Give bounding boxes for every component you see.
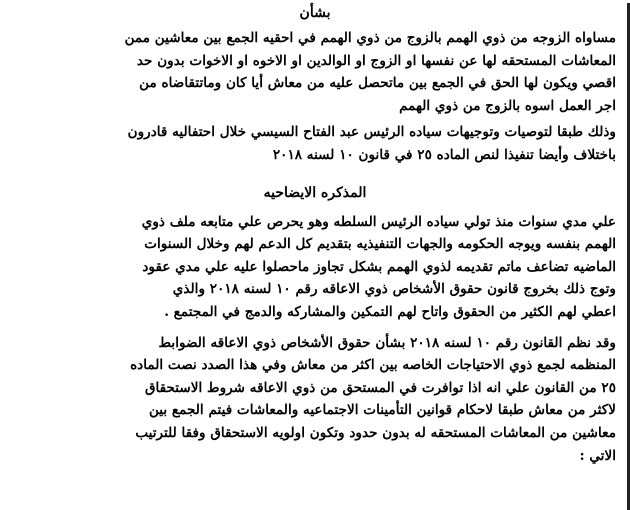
- text-line: اجر العمل اسوه بالزوج من ذوي الهمم: [399, 97, 616, 114]
- memo-heading: المذكره الايضاحيه: [263, 184, 367, 201]
- text-line: وقد نظم القانون رقم ١٠ لسنه ٢٠١٨ بشأن حقوق الأشخاص ذوي الاعاقه الضوابط: [158, 334, 616, 351]
- text-line: لاكثر من معاش طبقا لاحكام قوانين التأمينات الاجتماعيه والمعاشات فيتم الجمع بين: [148, 402, 616, 419]
- text-line: اعطي لهم الكثير من الحقوق واتاح لهم التمكين والمشاركه والدمج في المجتمع .: [164, 303, 616, 320]
- paragraph-memo-intro: [14, 211, 616, 324]
- text-line: الاتي :: [579, 447, 616, 464]
- text-line: وتوج ذلك بخروج قانون حقوق الأشخاص ذوي الاعاقه رقم ١٠ لسنه ٢٠١٨ والذي: [172, 281, 616, 298]
- subject-heading: بشأن: [299, 5, 331, 21]
- text-line: مساواه الزوجه من ذوي الهمم بالزوج من ذوي الهمم في احقيه الجمع بين معاشين ممن: [124, 30, 616, 46]
- paragraph-request: [14, 27, 616, 117]
- text-line: معاشين من المعاشات المستحقه له بدون حدود وتكون اولويه الاستحقاق وفقا للترتيب: [135, 424, 616, 441]
- document-page: [0, 3, 630, 510]
- text-line: المعاشات المستحقه لها عن نفسها او الزوج او الوالدين او الاخوه او الاخوات بدون حد: [136, 52, 616, 69]
- text-line: الهمم بنفسه ويوجه الحكومه والجهات التنفيذيه بتقديم كل الدعم لهم وخلال السنوات: [144, 236, 616, 253]
- text-line: المنظمه لجمع ذوي الاحتياجات الخاصه بين اكثر من معاش وفي هذا الصدد نصت الماده: [130, 357, 616, 374]
- text-line: باختلاف وأيضا تنفيذا لنص الماده ٢٥ في قانون ١٠ لسنه ٢٠١٨: [272, 146, 616, 163]
- text-line: اقصي ويكون لها الحق في الجمع بين ماتحصل عليه من معاش أيا كان وماتتقاضاه من: [139, 75, 616, 92]
- text-line: الماضيه تضاعف ماتم تقديمه لذوي الهمم بشكل تجاوز ماحصلوا عليه علي مدي عقود: [142, 258, 616, 275]
- text-line: ٢٥ من القانون علي انه اذا توافرت في المستحق من ذوي الاعاقه شروط الاستحقاق: [144, 379, 616, 396]
- text-line: وذلك طبقا لتوصيات وتوجيهات سياده الرئيس عبد الفتاح السيسي خلال احتفاليه قادرون: [127, 124, 616, 141]
- paragraph-justification: [14, 121, 616, 166]
- paragraph-law-provisions: [14, 332, 616, 468]
- text-line: علي مدي سنوات منذ تولي سياده الرئيس السلطه وهو يحرص علي متابعه ملف ذوي: [141, 213, 616, 230]
